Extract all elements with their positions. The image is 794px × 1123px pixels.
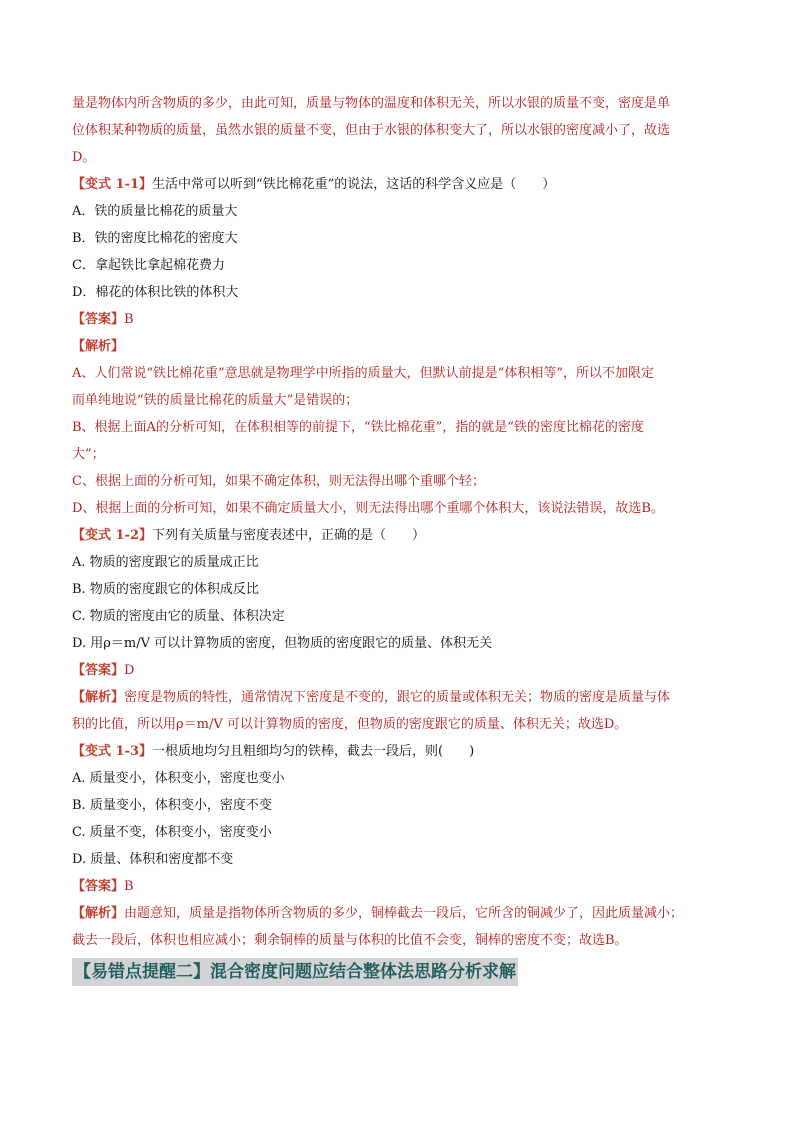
q3-analysis-label: 【解析】	[72, 906, 125, 921]
question-1-text: 生活中常可以听到“铁比棉花重”的说法，这话的科学含义应是（ ）	[152, 177, 556, 192]
q1-analysis-line-2: 而单纯地说“铁的质量比棉花的质量大”是错误的；	[72, 393, 359, 408]
q1-answer-value: B	[124, 312, 134, 327]
q2-option-d: D. 用ρ＝m/V 可以计算物质的密度，但物质的密度跟它的质量、体积无关	[72, 636, 493, 651]
q3-option-b: B. 质量变小，体积变小，密度不变	[72, 798, 272, 813]
q1-option-a: A．铁的质量比棉花的质量大	[72, 204, 238, 219]
question-3-label: 【变式 1-3】	[72, 744, 153, 759]
q3-analysis-line-2: 截去一段后，体积也相应减小；剩余铜棒的质量与体积的比值不会变，铜棒的密度不变；故选B。	[72, 933, 628, 948]
q2-option-c: C. 物质的密度由它的质量、体积决定	[72, 609, 285, 624]
q1-analysis-line-6: D、根据上面的分析可知，如果不确定质量大小，则无法得出哪个重哪个体积大，该说法错误，故选B。	[72, 501, 664, 516]
q1-analysis-line-3: B、根据上面A的分析可知，在体积相等的前提下，“铁比棉花重”，指的就是“铁的密度比棉花的密度	[72, 420, 644, 435]
question-1-label: 【变式 1-1】	[72, 177, 153, 192]
q2-analysis-line-1: 密度是物质的特性，通常情况下密度是不变的，跟它的质量或体积无关；物质的密度是质量与体	[124, 690, 671, 705]
question-2	[72, 522, 732, 549]
intro-line-3: D。	[72, 150, 96, 165]
q3-answer-label: 【答案】	[72, 879, 125, 894]
question-3-text: 一根质地均匀且粗细均匀的铁棒，截去一段后，则( )	[152, 744, 475, 759]
q1-option-d: D．棉花的体积比铁的体积大	[72, 285, 239, 300]
q1-analysis-label: 【解析】	[72, 339, 125, 354]
q1-answer	[72, 306, 732, 333]
document-page	[72, 90, 732, 986]
q3-option-c: C. 质量不变，体积变小，密度变小	[72, 825, 272, 840]
q2-option-a: A. 物质的密度跟它的质量成正比	[72, 555, 259, 570]
q2-answer-value: D	[124, 663, 135, 678]
q1-option-b: B．铁的密度比棉花的密度大	[72, 231, 238, 246]
q2-answer-label: 【答案】	[72, 663, 125, 678]
q3-analysis-line-1: 由题意知，质量是指物体所含物质的多少，铜棒截去一段后，它所含的铜减少了，因此质量减小；	[124, 906, 684, 921]
q2-analysis-line-2: 积的比值，所以用ρ＝m/V 可以计算物质的密度，但物质的密度跟它的质量、体积无关；故选D。	[72, 717, 628, 732]
q3-analysis-1	[72, 900, 732, 927]
q3-option-d: D. 质量、体积和密度都不变	[72, 852, 234, 867]
q1-analysis-line-1: A、人们常说“铁比棉花重”意思就是物理学中所指的质量大，但默认前提是“体积相等”，所以不加限定	[72, 366, 654, 381]
q1-answer-label: 【答案】	[72, 312, 125, 327]
q3-answer-value: B	[124, 879, 134, 894]
q1-analysis-line-4: 大”；	[72, 447, 105, 462]
question-2-label: 【变式 1-2】	[72, 528, 153, 543]
question-2-text: 下列有关质量与密度表述中，正确的是（ ）	[152, 528, 426, 543]
q2-option-b: B. 物质的密度跟它的体积成反比	[72, 582, 259, 597]
q2-analysis-1	[72, 684, 732, 711]
q1-analysis-line-5: C、根据上面的分析可知，如果不确定体积，则无法得出哪个重哪个轻；	[72, 474, 485, 489]
q1-option-c: C．拿起铁比拿起棉花费力	[72, 258, 225, 273]
intro-line-1: 量是物体内所含物质的多少，由此可知，质量与物体的温度和体积无关，所以水银的质量不变，密度是单	[72, 96, 671, 111]
section-banner: 【易错点提醒二】混合密度问题应结合整体法思路分析求解	[72, 958, 518, 986]
q2-analysis-label: 【解析】	[72, 690, 125, 705]
question-3	[72, 738, 732, 765]
q3-option-a: A. 质量变小，体积变小，密度也变小	[72, 771, 285, 786]
question-1	[72, 171, 732, 198]
q2-answer	[72, 657, 732, 684]
q3-answer	[72, 873, 732, 900]
intro-line-2: 位体积某种物质的质量，虽然水银的质量不变，但由于水银的体积变大了，所以水银的密度减小了，故选	[72, 123, 671, 138]
